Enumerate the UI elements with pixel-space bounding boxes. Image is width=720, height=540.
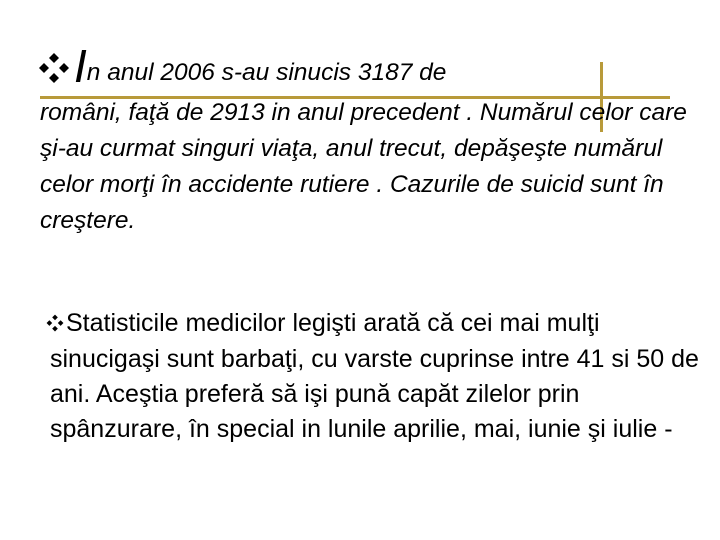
paragraph-statistics-2006 — [40, 40, 700, 239]
paragraph2-text: Statisticile medicilor legişti arată că cei mai mulţi sinucigaşi sunt barbaţi, cu varste cuprinse intre 41 si 50 de ani. Aceştia preferă să işi pună capăt zilelor prin spânzurare, în special in lunile aprilie, mai, iunie şi iulie - — [50, 309, 699, 443]
paragraph-medical-statistics — [50, 306, 715, 447]
paragraph1-text: n anul 2006 s-au sinucis 3187 de români, faţă de 2913 in anul precedent . Numărul celor care şi-au curmat singuri viaţa, anul trecut, depăşeşte numărul celor morţi în accidente rutiere . Cazurile de suicid sunt în creştere. — [40, 59, 687, 235]
diamond-bullet-icon — [38, 52, 70, 95]
drop-letter: I — [74, 40, 87, 92]
diamond-bullet-icon — [46, 307, 64, 342]
